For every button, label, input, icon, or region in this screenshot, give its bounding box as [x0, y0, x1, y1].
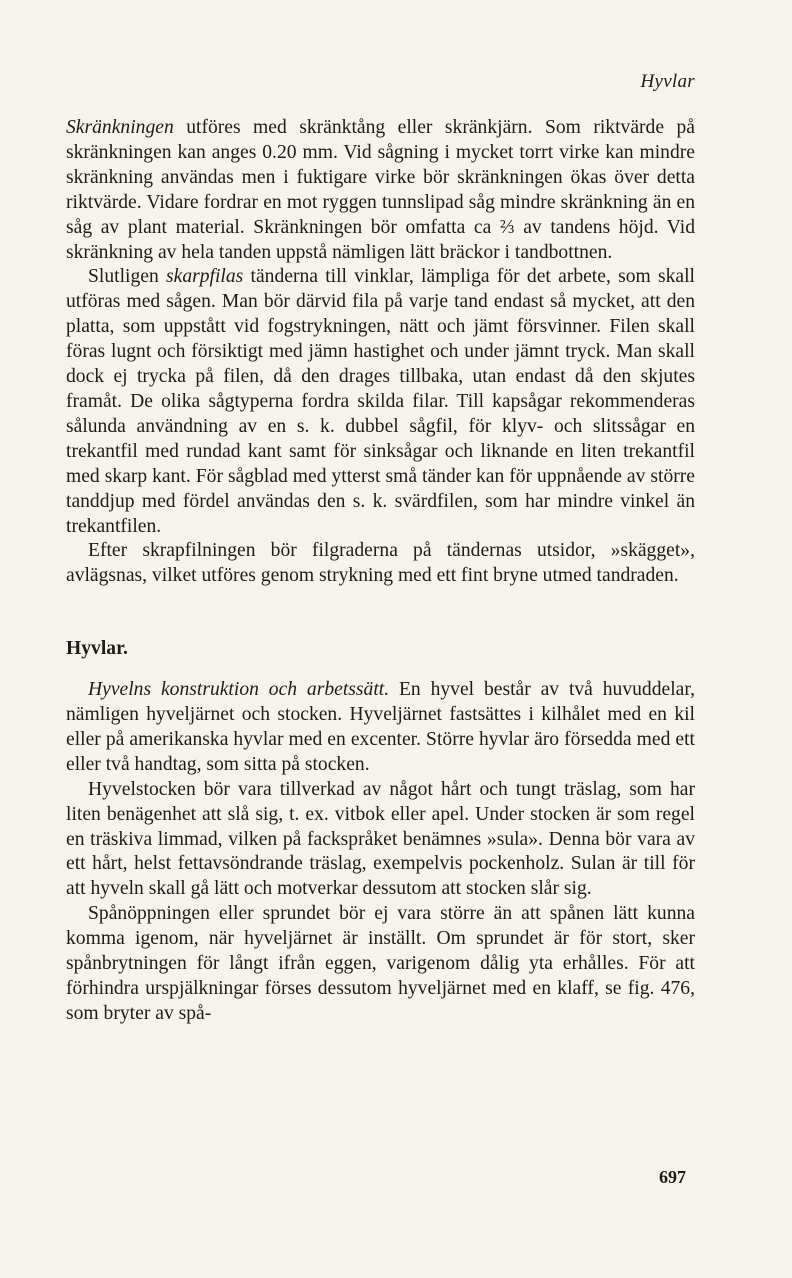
section-heading: Hyvlar.: [66, 638, 128, 660]
paragraph-text: Slutligen: [88, 266, 166, 288]
paragraph-text: Spånöppningen eller sprundet bör ej vara större än att spånen lätt kunna komma igenom, när hyveljärnet är inställt. Om sprundet är för stort, sker spånbrytningen för långt ifrån eggen, varigenom dålig yta erhålles. För att förhindra urspjälkningar förses dessutom hyveljärnet med en klaff, se fig. 476, som bryter av spå-: [66, 903, 695, 1024]
paragraph-skarpfilning: [66, 265, 695, 539]
running-head: Hyvlar: [640, 71, 695, 92]
paragraph-text: Efter skrapfilningen bör filgraderna på tändernas utsidor, »skägget», avlägsnas, vilket utföres genom strykning med ett fint bryne utmed tandraden.: [66, 540, 695, 587]
paragraph-text: utföres med skränktång eller skränkjärn. Som riktvärde på skränkningen kan anges 0.20 mm. Vid sågning i mycket torrt virke kan mindre skränkning användas men i fuktigare virke bör skränkningen ökas över detta riktvärde. Vidare fordrar en mot ryggen tunnslipad såg mindre skränkning än en såg av plant material. Skränkningen bör omfatta ca ⅔ av tandens höjd. Vid skränkning av hela tanden uppstå nämligen lätt bräckor i tandbottnen.: [66, 117, 695, 263]
paragraph-skrankning: [66, 116, 695, 265]
italic-term: Hyvelns konstruktion och arbetssätt.: [88, 679, 390, 701]
italic-term: Skränkningen: [66, 117, 174, 138]
paragraph-skrapfilning: [66, 539, 695, 589]
paragraph-text: En hyvel består av två huvuddelar, nämligen hyveljärnet och stocken. Hyveljärnet fastsättes i kilhålet med en kil eller på amerikanska hyvlar med en excenter. Större hyvlar äro försedda med ett eller två handtag, som sitta på stocken.: [66, 679, 695, 775]
paragraph-spanoppningen: [66, 902, 695, 1027]
paragraph-text: tänderna till vinklar, lämpliga för det arbete, som skall utföras med sågen. Man bör därvid fila på varje tand endast så mycket, att den platta, som uppstått vid fogstrykningen, nätt och jämt försvinner. Filen skall föras lugnt och försiktigt med jämn hastighet och under jämnt tryck. Man skall dock ej trycka på filen, då den drages tillbaka, utan endast då den skjutes framåt. De olika sågtyperna fordra skilda filar. Till kapsågar rekommenderas sålunda användning av en s. k. dubbel sågfil, för klyv- och slitssågar en trekantfil med rundad kant samt för sinksågar och liknande en liten trekantfil med skarp kant. För sågblad med ytterst små tänder kan för uppnående av större tanddjup med fördel användas den s. k. svärdfilen, som har mindre vinkel än trekantfilen.: [66, 266, 695, 537]
paragraph-hyvelns-konstruktion: [66, 678, 695, 778]
body-text: [66, 116, 695, 1027]
paragraph-hyvelstocken: [66, 778, 695, 903]
page-number: 697: [659, 1167, 686, 1187]
italic-term: skarpfilas: [166, 266, 244, 288]
paragraph-text: Hyvelstocken bör vara tillverkad av något hårt och tungt träslag, som har liten benägenhet att slå sig, t. ex. vitbok eller apel. Under stocken är som regel en träskiva limmad, vilken på fackspråket benämnes »sula». Denna bör vara av ett hårt, helst fettavsöndrande träslag, exempelvis pockenholz. Sulan är till för att hyveln skall gå lätt och motverkar dessutom att stocken slår sig.: [66, 778, 695, 900]
